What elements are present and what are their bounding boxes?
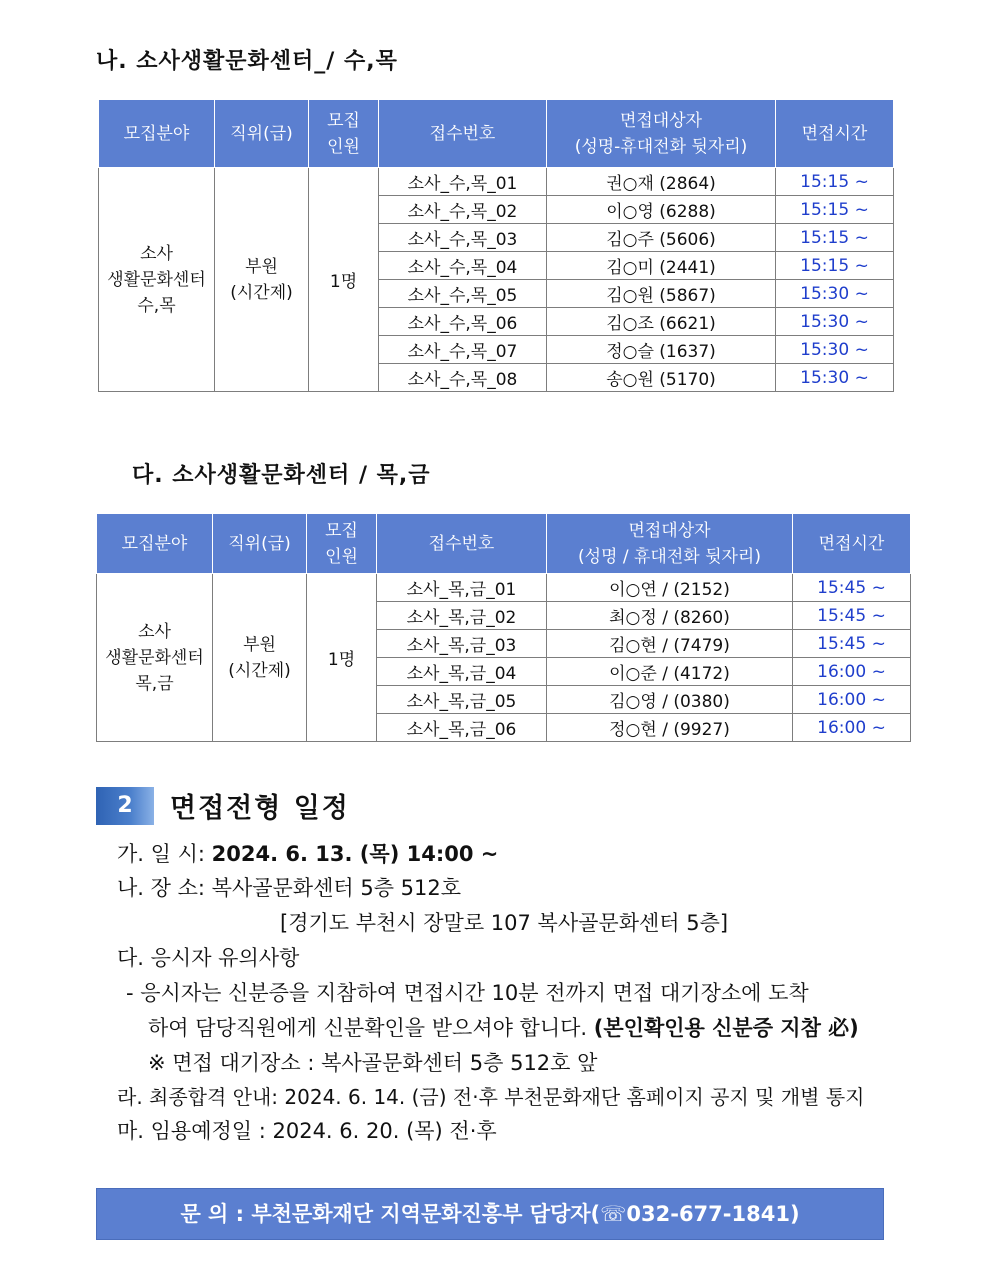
time-cell: 16:00 ~: [793, 714, 911, 742]
table-row: [99, 168, 894, 196]
header-receipt: 접수번호: [377, 514, 547, 574]
header-field: 모집분야: [97, 514, 213, 574]
field-line: 생활문화센터: [105, 647, 204, 668]
schedule-table-na: [98, 99, 894, 392]
time-cell: 15:30 ~: [776, 280, 894, 308]
applicant-cell: 정○슬 (1637): [547, 336, 776, 364]
header-position: 직위(급): [215, 100, 309, 168]
section-title: 면접전형 일정: [170, 793, 350, 824]
field-cell: [97, 574, 213, 742]
time-cell: 15:15 ~: [776, 168, 894, 196]
receipt-cell: 소사_수,목_02: [379, 196, 547, 224]
applicant-cell: 김○주 (5606): [547, 224, 776, 252]
field-line: 소사: [140, 243, 173, 264]
interview-place-value: 복사골문화센터 5층 512호: [211, 876, 462, 900]
header-position: 직위(급): [213, 514, 307, 574]
section-na-heading: 나. 소사생활문화센터_/ 수,목: [96, 49, 398, 74]
field-line: 목,금: [135, 673, 174, 694]
count-cell: 1명: [307, 574, 377, 742]
receipt-cell: 소사_수,목_03: [379, 224, 547, 252]
position-cell: [213, 574, 307, 742]
header-time: 면접시간: [776, 100, 894, 168]
receipt-cell: 소사_목,금_02: [377, 602, 547, 630]
receipt-cell: 소사_목,금_04: [377, 658, 547, 686]
applicant-cell: 이○영 (6288): [547, 196, 776, 224]
interview-date-line: [117, 838, 498, 868]
header-count-line2: 인원: [327, 136, 360, 157]
field-cell: [99, 168, 215, 392]
time-cell: 15:30 ~: [776, 364, 894, 392]
header-target: [547, 100, 776, 168]
notice-id-required: (본인확인용 신분증 지참 必): [593, 1016, 859, 1040]
interview-place-line: [117, 872, 461, 902]
time-cell: 15:15 ~: [776, 224, 894, 252]
waiting-room-note: ※ 면접 대기장소 : 복사골문화센터 5층 512호 앞: [148, 1051, 598, 1075]
final-result-line: 라. 최종합격 안내: 2024. 6. 14. (금) 전·후 부천문화재단 홈페이지 공지 및 개별 통지: [117, 1085, 865, 1109]
notice-line-2-text: 하여 담당직원에게 신분확인을 받으셔야 합니다.: [148, 1016, 588, 1040]
header-count-line1: 모집: [327, 110, 360, 131]
position-line: (시간제): [228, 660, 291, 681]
applicant-cell: 정○현 / (9927): [547, 714, 793, 742]
field-line: 생활문화센터: [107, 269, 206, 290]
time-cell: 16:00 ~: [793, 658, 911, 686]
field-line: 소사: [138, 621, 171, 642]
header-count-line1: 모집: [325, 520, 358, 541]
header-field: 모집분야: [99, 100, 215, 168]
section-number-badge: 2: [96, 787, 154, 825]
receipt-cell: 소사_수,목_01: [379, 168, 547, 196]
receipt-cell: 소사_목,금_06: [377, 714, 547, 742]
receipt-cell: 소사_수,목_04: [379, 252, 547, 280]
time-cell: 15:15 ~: [776, 252, 894, 280]
header-receipt: 접수번호: [379, 100, 547, 168]
interview-place-label: 나. 장 소:: [117, 876, 205, 900]
position-cell: [215, 168, 309, 392]
interview-date-value: 2024. 6. 13. (목) 14:00 ~: [211, 842, 499, 866]
header-target-line1: 면접대상자: [628, 520, 711, 541]
time-cell: 15:15 ~: [776, 196, 894, 224]
applicant-cell: 이○연 / (2152): [547, 574, 793, 602]
notice-line-1: - 응시자는 신분증을 지참하여 면접시간 10분 전까지 면접 대기장소에 도착: [126, 981, 809, 1005]
interview-address: [경기도 부천시 장말로 107 복사골문화센터 5층]: [280, 911, 729, 935]
applicant-cell: 김○원 (5867): [547, 280, 776, 308]
applicant-cell: 권○재 (2864): [547, 168, 776, 196]
time-cell: 15:30 ~: [776, 336, 894, 364]
applicant-cell: 이○준 / (4172): [547, 658, 793, 686]
applicant-cell: 최○정 / (8260): [547, 602, 793, 630]
receipt-cell: 소사_수,목_07: [379, 336, 547, 364]
header-target-line2: (성명 / 휴대전화 뒷자리): [577, 546, 761, 567]
time-cell: 16:00 ~: [793, 686, 911, 714]
header-time: 면접시간: [793, 514, 911, 574]
notice-line-2: [148, 1012, 859, 1042]
receipt-cell: 소사_수,목_05: [379, 280, 547, 308]
applicant-cell: 송○원 (5170): [547, 364, 776, 392]
header-target: [547, 514, 793, 574]
table-header-row: [97, 514, 911, 574]
schedule-table-da: [96, 513, 911, 742]
time-cell: 15:45 ~: [793, 574, 911, 602]
applicant-cell: 김○조 (6621): [547, 308, 776, 336]
receipt-cell: 소사_수,목_08: [379, 364, 547, 392]
field-line: 수,목: [137, 295, 176, 316]
receipt-cell: 소사_목,금_03: [377, 630, 547, 658]
time-cell: 15:30 ~: [776, 308, 894, 336]
table-row: [97, 574, 911, 602]
notice-heading: 다. 응시자 유의사항: [117, 946, 300, 970]
count-cell: 1명: [309, 168, 379, 392]
position-line: 부원: [243, 634, 276, 655]
table-header-row: [99, 100, 894, 168]
receipt-cell: 소사_목,금_01: [377, 574, 547, 602]
applicant-cell: 김○미 (2441): [547, 252, 776, 280]
receipt-cell: 소사_목,금_05: [377, 686, 547, 714]
applicant-cell: 김○현 / (7479): [547, 630, 793, 658]
appointment-line: 마. 임용예정일 : 2024. 6. 20. (목) 전·후: [117, 1119, 497, 1143]
header-target-line1: 면접대상자: [619, 110, 703, 131]
receipt-cell: 소사_수,목_06: [379, 308, 547, 336]
header-count-line2: 인원: [325, 546, 358, 567]
contact-footer: 문 의 : 부천문화재단 지역문화진흥부 담당자(☏032-677-1841): [96, 1188, 884, 1240]
header-count: [309, 100, 379, 168]
time-cell: 15:45 ~: [793, 630, 911, 658]
interview-date-label: 가. 일 시:: [117, 842, 205, 866]
position-line: 부원: [245, 256, 278, 277]
header-target-line2: (성명-휴대전화 뒷자리): [574, 136, 748, 157]
position-line: (시간제): [230, 282, 293, 303]
time-cell: 15:45 ~: [793, 602, 911, 630]
section-da-heading: 다. 소사생활문화센터 / 목,금: [132, 463, 431, 488]
applicant-cell: 김○영 / (0380): [547, 686, 793, 714]
header-count: [307, 514, 377, 574]
